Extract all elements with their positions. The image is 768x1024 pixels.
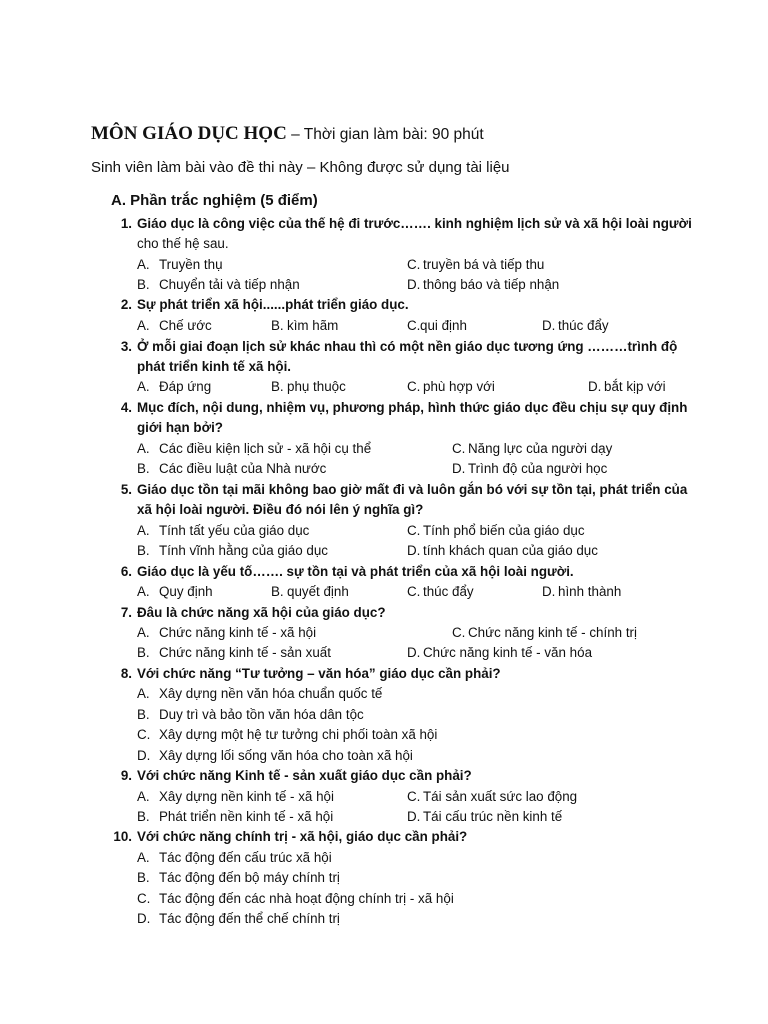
exam-instructions: Sinh viên làm bài vào đề thi này – Không được sử dụng tài liệu xyxy=(91,159,510,176)
option-b[interactable]: B. Tác động đến bộ máy chính trị xyxy=(137,870,340,885)
option-d[interactable]: D. Tác động đến thể chế chính trị xyxy=(137,911,340,926)
option-c[interactable]: C. Chức năng kinh tế - chính trị xyxy=(452,625,637,640)
option-a[interactable]: A. Tính tất yếu của giáo dục xyxy=(137,523,310,538)
question-number: 8. xyxy=(120,666,132,681)
question-text-cont: giới hạn bởi? xyxy=(137,420,223,435)
option-c[interactable]: C. phù hợp với xyxy=(407,379,495,394)
question-number: 5. xyxy=(120,482,132,497)
question-number: 7. xyxy=(120,605,132,620)
option-a[interactable]: A. Xây dựng nền văn hóa chuẩn quốc tế xyxy=(137,686,383,701)
option-a[interactable]: A. Các điều kiện lịch sử - xã hội cụ thể xyxy=(137,441,372,456)
question-text-cont: cho thế hệ sau. xyxy=(137,236,229,251)
option-d[interactable]: D. Trình độ của người học xyxy=(452,461,608,476)
option-d[interactable]: D. hình thành xyxy=(542,584,622,599)
option-d[interactable]: D. Chức năng kinh tế - văn hóa xyxy=(407,645,593,660)
question-text: Với chức năng “Tư tưởng – văn hóa” giáo dục cần phải? xyxy=(137,666,501,681)
question-number: 9. xyxy=(120,768,132,783)
option-a[interactable]: A. Quy định xyxy=(137,584,213,599)
option-b[interactable]: B. quyết định xyxy=(271,584,349,599)
option-c[interactable]: C. Tác động đến các nhà hoạt động chính trị - xã hội xyxy=(137,891,454,906)
option-b[interactable]: B. Phát triển nền kinh tế - xã hội xyxy=(137,809,334,824)
question-text: Giáo dục tồn tại mãi không bao giờ mất đi và luôn gắn bó với sự tồn tại, phát triển của xyxy=(137,482,688,497)
option-a[interactable]: A. Đáp ứng xyxy=(137,379,212,394)
question-text: Với chức năng chính trị - xã hội, giáo dục cần phải? xyxy=(137,829,468,844)
option-a[interactable]: A. Chế ước xyxy=(137,318,212,333)
option-b[interactable]: B. phụ thuộc xyxy=(271,379,346,394)
question-number: 6. xyxy=(120,564,132,579)
question-text: Giáo dục là yếu tố……. sự tồn tại và phát triển của xã hội loài người. xyxy=(137,564,574,579)
option-d[interactable]: D. thúc đẩy xyxy=(542,318,609,333)
time-limit: – Thời gian làm bài: 90 phút xyxy=(286,126,484,143)
question-text-cont: phát triển kinh tế xã hội. xyxy=(137,359,292,374)
option-d[interactable]: D. bắt kịp với xyxy=(588,379,666,394)
option-b[interactable]: B. Duy trì và bảo tồn văn hóa dân tộc xyxy=(137,707,364,722)
option-b[interactable]: B. Các điều luật của Nhà nước xyxy=(137,461,327,476)
option-a[interactable]: A. Chức năng kinh tế - xã hội xyxy=(137,625,317,640)
option-d[interactable]: D. Tái cấu trúc nền kinh tế xyxy=(407,809,563,824)
question-text: Với chức năng Kinh tế - sản xuất giáo dục cần phải? xyxy=(137,768,472,783)
option-c[interactable]: C.qui định xyxy=(407,318,467,333)
option-c[interactable]: C. truyền bá và tiếp thu xyxy=(407,257,545,272)
option-d[interactable]: D. Xây dựng lối sống văn hóa cho toàn xã hội xyxy=(137,748,413,763)
option-b[interactable]: B. kìm hãm xyxy=(271,318,339,333)
question-text: Ở mỗi giai đoạn lịch sử khác nhau thì có một nền giáo dục tương ứng ………trình độ xyxy=(137,339,678,354)
question-text: Giáo dục là công việc của thế hệ đi trước……. kinh nghiệm lịch sử và xã hội loài người xyxy=(137,216,692,231)
question-text: Đâu là chức năng xã hội của giáo dục? xyxy=(137,605,386,620)
option-d[interactable]: D. tính khách quan của giáo dục xyxy=(407,543,598,558)
option-c[interactable]: C. Tái sản xuất sức lao động xyxy=(407,789,578,804)
option-c[interactable]: C. Năng lực của người dạy xyxy=(452,441,613,456)
option-a[interactable]: A. Truyền thụ xyxy=(137,257,223,272)
exam-title xyxy=(91,123,484,145)
option-b[interactable]: B. Chuyển tải và tiếp nhận xyxy=(137,277,300,292)
option-a[interactable]: A. Xây dựng nền kinh tế - xã hội xyxy=(137,789,334,804)
option-c[interactable]: C. thúc đẩy xyxy=(407,584,474,599)
question-number: 4. xyxy=(120,400,132,415)
question-number: 2. xyxy=(120,297,132,312)
question-text-cont: xã hội loài người. Điều đó nói lên ý nghĩa gì? xyxy=(137,502,424,517)
section-heading: A. Phần trắc nghiệm (5 điểm) xyxy=(111,192,318,209)
question-number: 3. xyxy=(120,339,132,354)
subject-title: MÔN GIÁO DỤC HỌC xyxy=(91,123,287,144)
option-b[interactable]: B. Tính vĩnh hằng của giáo dục xyxy=(137,543,328,558)
question-number: 1. xyxy=(120,216,132,231)
question-number: 10. xyxy=(113,829,132,844)
option-c[interactable]: C. Xây dựng một hệ tư tưởng chi phối toàn xã hội xyxy=(137,727,438,742)
option-b[interactable]: B. Chức năng kinh tế - sản xuất xyxy=(137,645,331,660)
question-text: Mục đích, nội dung, nhiệm vụ, phương pháp, hình thức giáo dục đều chịu sự quy định xyxy=(137,400,688,415)
option-a[interactable]: A. Tác động đến cấu trúc xã hội xyxy=(137,850,332,865)
question-text: Sự phát triển xã hội......phát triển giáo dục. xyxy=(137,297,409,312)
option-d[interactable]: D. thông báo và tiếp nhận xyxy=(407,277,560,292)
option-c[interactable]: C. Tính phổ biến của giáo dục xyxy=(407,523,585,538)
